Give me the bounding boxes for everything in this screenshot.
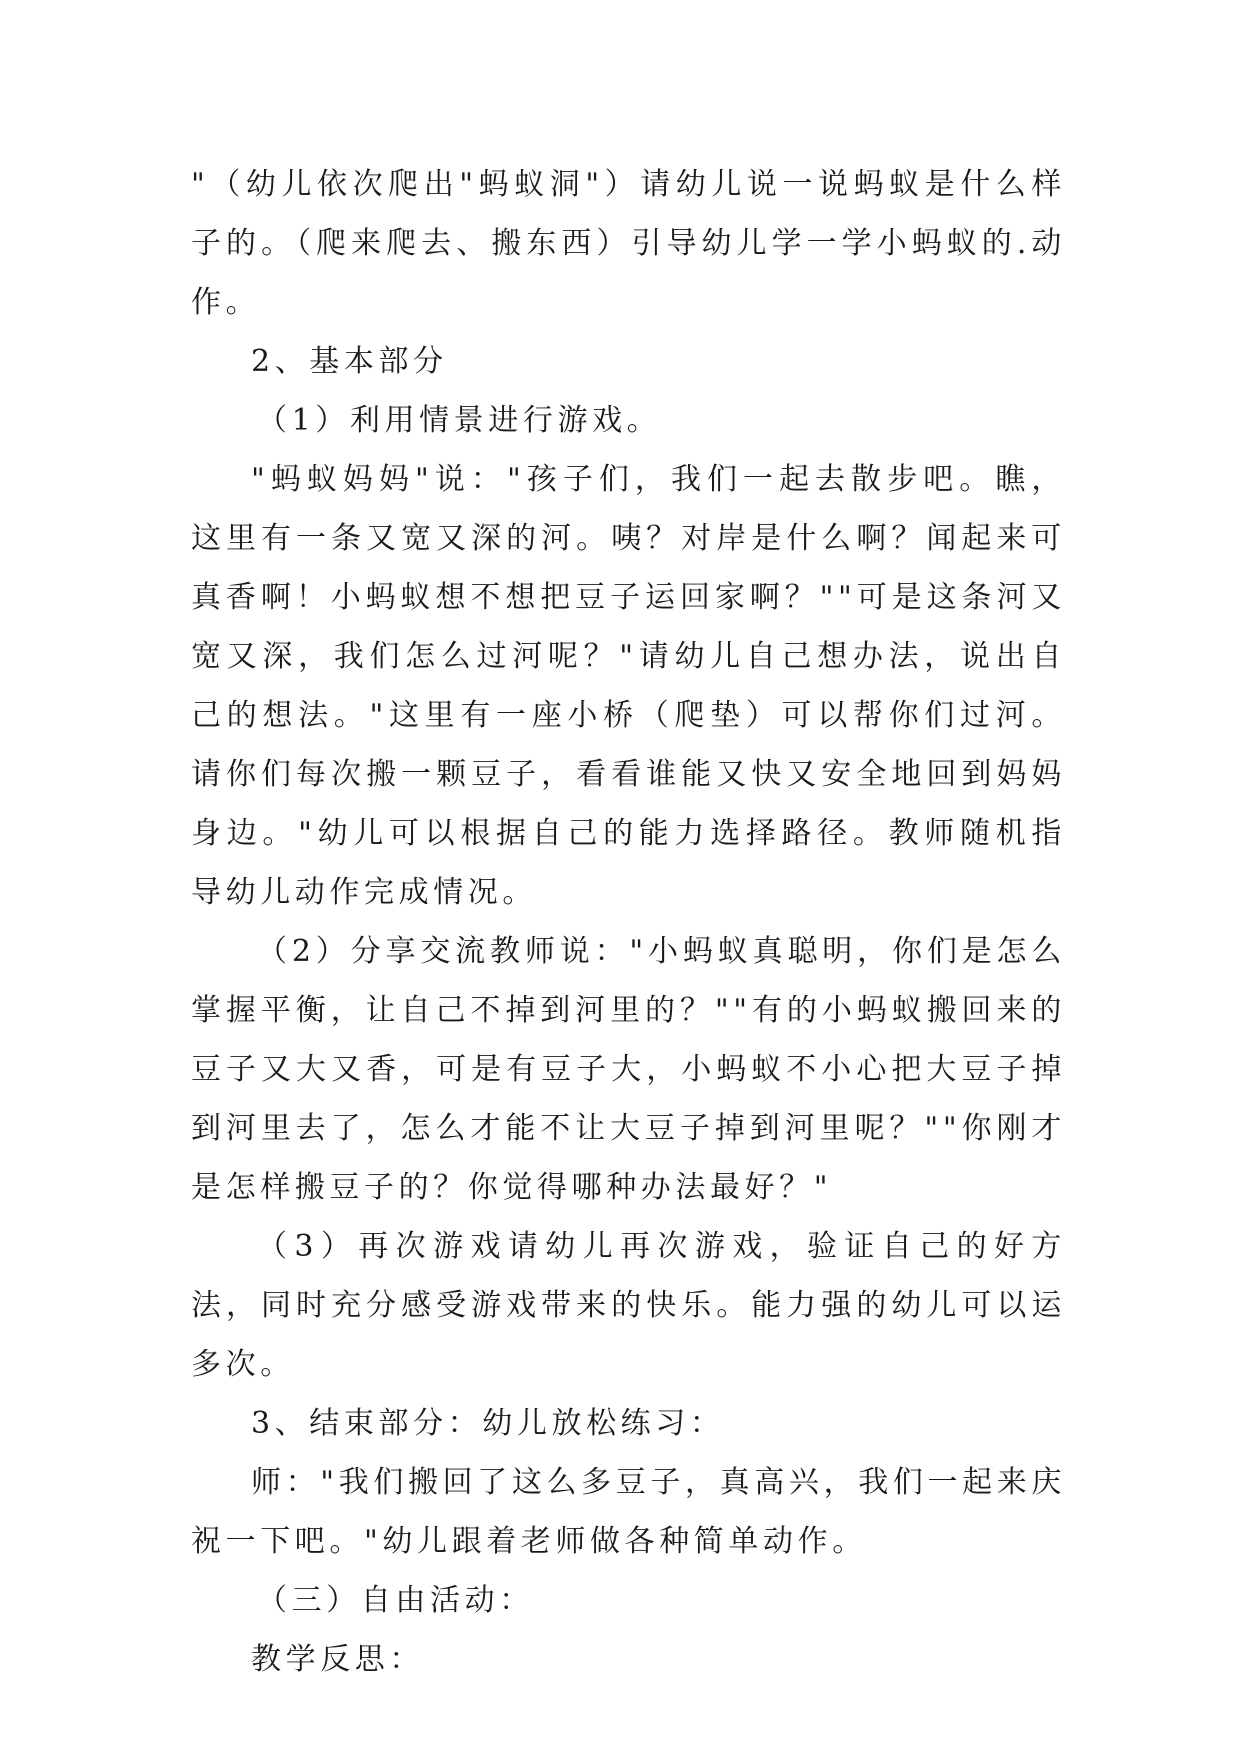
paragraph-ant-cave-intro: "（幼儿依次爬出"蚂蚁洞"）请幼儿说一说蚂蚁是什么样子的。（爬来爬去、搬东西）引导幼儿学一学小蚂蚁的.动作。 <box>191 167 1066 320</box>
paragraph-share-exchange: （2）分享交流教师说："小蚂蚁真聪明，你们是怎么掌握平衡，让自己不掉到河里的？""有的小蚂蚁搬回来的豆子又大又香，可是有豆子大，小蚂蚁不小心把大豆子掉到河里去了，怎么才能不让大豆子掉到河里呢？""你刚才是怎样搬豆子的？你觉得哪种办法最好？" <box>191 934 1066 1205</box>
paragraph-teacher-celebration: 师："我们搬回了这么多豆子，真高兴，我们一起来庆祝一下吧。"幼儿跟着老师做各种简单动作。 <box>191 1465 1066 1559</box>
subheading-scenario-game: （1）利用情景进行游戏。 <box>257 403 662 438</box>
heading-teaching-reflection: 教学反思： <box>251 1642 424 1677</box>
paragraph-ant-mother-dialogue: "蚂蚁妈妈"说："孩子们，我们一起去散步吧。瞧，这里有一条又宽又深的河。咦？对岸是什么啊？闻起来可真香啊！小蚂蚁想不想把豆子运回家啊？""可是这条河又宽又深，我们怎么过河呢？"请幼儿自己想办法，说出自己的想法。"这里有一座小桥（爬垫）可以帮你们过河。请你们每次搬一颗豆子，看看谁能又快又安全地回到妈妈身边。"幼儿可以根据自己的能力选择路径。教师随机指导幼儿动作完成情况。 <box>191 462 1066 910</box>
document-body <box>191 155 1066 1689</box>
heading-ending-part: 3、结束部分：幼儿放松练习： <box>251 1406 725 1441</box>
heading-basic-part: 2、基本部分 <box>251 344 448 379</box>
paragraph-play-again: （3）再次游戏请幼儿再次游戏，验证自己的好方法，同时充分感受游戏带来的快乐。能力强的幼儿可以运多次。 <box>191 1229 1066 1382</box>
heading-free-activity: （三）自由活动： <box>257 1583 534 1618</box>
